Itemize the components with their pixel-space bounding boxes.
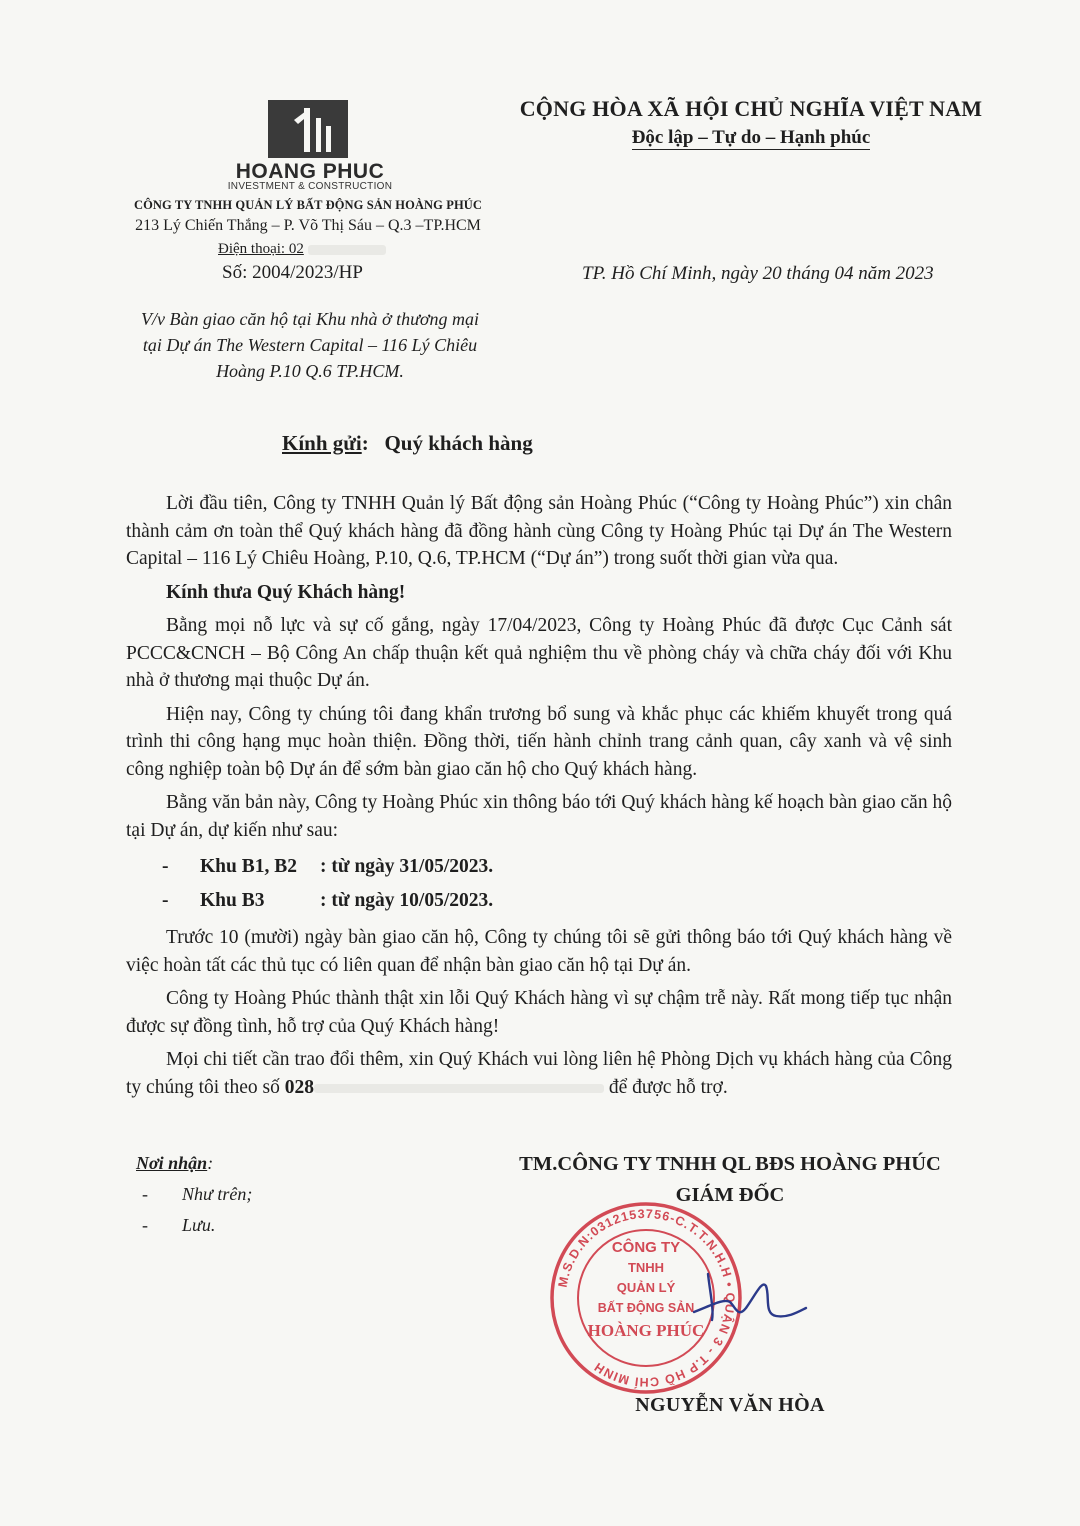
stamp-line: CÔNG TY — [611, 1239, 681, 1256]
contact-number: 028 — [284, 1076, 314, 1098]
company-logo-icon — [268, 100, 348, 158]
subject-line: V/v Bàn giao căn hộ tại Khu nhà ở thương mại — [140, 309, 479, 329]
schedule-row — [126, 884, 952, 918]
handover-schedule — [126, 850, 952, 918]
signature-title: GIÁM ĐỐC — [675, 1184, 785, 1206]
stamp-line: HOÀNG PHÚC — [587, 1321, 705, 1340]
phone-label: Điện thoại: 02 — [218, 241, 304, 257]
letter-body — [126, 490, 952, 1107]
paragraph-intro: Lời đầu tiên, Công ty TNHH Quản lý Bất động sản Hoàng Phúc (“Công ty Hoàng Phúc”) xin chân thành cảm ơn toàn thể Quý khách hàng đã đồng hành cùng Công ty Hoàng Phúc tại Dự án The Western Capital – 116 Lý Chiêu Hoàng, P.10, Q.6, TP.HCM (“Dự án”) trong suốt thời gian vừa qua. — [126, 493, 952, 569]
salutation: Kính gửi: Quý khách hàng — [282, 431, 533, 455]
document-number: Số: 2004/2023/HP — [222, 262, 363, 283]
schedule-row — [126, 850, 952, 884]
redacted-phone — [308, 245, 386, 255]
recipient-dash: - — [142, 1184, 148, 1204]
paragraph-progress: Hiện nay, Công ty chúng tôi đang khẩn trương bổ sung và khắc phục các khiếm khuyết trong quá trình thi công hạng mục hoàn thiện. Đồng thời, tiến hành chỉnh trang cảnh quan, cây xanh và vệ sinh công nghiệp toàn bộ Dự án để sớm bàn giao căn hộ cho Quý khách hàng. — [126, 703, 952, 780]
recipient-text: Như trên; — [182, 1184, 253, 1204]
greeting: Kính thưa Quý Khách hàng! — [166, 581, 406, 603]
recipient-dash: - — [142, 1215, 148, 1235]
logo-subtitle: INVESTMENT & CONSTRUCTION — [227, 181, 393, 192]
national-motto — [510, 127, 992, 149]
recipient-item — [136, 1184, 252, 1205]
national-title: CỘNG HÒA XÃ HỘI CHỦ NGHĨA VIỆT NAM — [519, 96, 983, 121]
logo-name: HOANG PHUC — [235, 160, 385, 183]
subject — [112, 306, 508, 384]
handwritten-signature-icon — [680, 1262, 810, 1332]
subject-line: Hoàng P.10 Q.6 TP.HCM. — [216, 361, 404, 381]
recipient-item — [136, 1215, 252, 1236]
signature-company: TM.CÔNG TY TNHH QL BĐS HOÀNG PHÚC — [519, 1153, 941, 1175]
recipients-title: Nơi nhận — [136, 1153, 208, 1173]
company-name: CÔNG TY TNHH QUẢN LÝ BẤT ĐỘNG SẢN HOÀNG PHÚC — [133, 198, 483, 212]
schedule-dash: - — [162, 856, 169, 878]
signer-name: NGUYỄN VĂN HÒA — [635, 1394, 825, 1416]
salutation-label: Kính gửi — [282, 431, 362, 455]
stamp-line: BẤT ĐỘNG SẢN — [597, 1301, 695, 1315]
subject-line: tại Dự án The Western Capital – 116 Lý Chiêu — [142, 335, 478, 355]
contact-end: để được hỗ trợ. — [608, 1076, 728, 1098]
recipients-block: Nơi nhận: - Như trên; - Lưu. — [136, 1153, 253, 1235]
schedule-date: : từ ngày 10/05/2023. — [320, 890, 494, 912]
paragraph-contact — [126, 1046, 952, 1101]
recipient-text: Lưu. — [182, 1215, 216, 1235]
motto-text: Độc lập – Tự do – Hạnh phúc — [631, 127, 871, 148]
stamp-line: TNHH — [627, 1260, 665, 1275]
schedule-area: Khu B1, B2 — [200, 856, 297, 878]
schedule-dash: - — [162, 890, 169, 912]
stamp-ring-text: M.S.D.N:0312153756-C.T.T.N.H.H • QUẬN 3 - T.P HỒ CHÍ MINH — [555, 1206, 738, 1390]
paragraph-plan: Bằng văn bản này, Công ty Hoàng Phúc xin thông báo tới Quý khách hàng kế hoạch bàn giao căn hộ tại Dự án, dự kiến như sau: — [126, 792, 952, 841]
paragraph-notice: Trước 10 (mười) ngày bàn giao căn hộ, Công ty chúng tôi sẽ gửi thông báo tới Quý khách hàng về việc hoàn tất các thủ tục có liên quan để nhận bàn giao căn hộ tại Dự án. — [126, 927, 952, 976]
company-address: 213 Lý Chiến Thắng – P. Võ Thị Sáu – Q.3 –TP.HCM — [135, 217, 481, 234]
schedule-date: : từ ngày 31/05/2023. — [320, 856, 494, 878]
redacted-phone — [314, 1084, 604, 1093]
paragraph-approval: Bằng mọi nỗ lực và sự cố gắng, ngày 17/04/2023, Công ty Hoàng Phúc đã được Cục Cảnh sát PCCC&CNCH – Bộ Công An chấp thuận kết quả nghiệm thu về phòng cháy và chữa cháy đối với Khu nhà ở thương mại thuộc Dự án. — [126, 615, 952, 691]
company-phone — [218, 241, 386, 258]
salutation-recipient: Quý khách hàng — [384, 431, 533, 455]
contact-text: Mọi chi tiết cần trao đổi thêm, xin Quý Khách vui lòng liên hệ Phòng Dịch vụ khách hàng của Công ty chúng tôi theo số — [126, 1049, 952, 1098]
document-date: TP. Hồ Chí Minh, ngày 20 tháng 04 năm 2023 — [582, 263, 934, 284]
schedule-area: Khu B3 — [200, 890, 265, 912]
paragraph-apology: Công ty Hoàng Phúc thành thật xin lỗi Quý Khách hàng vì sự chậm trễ này. Rất mong tiếp tục nhận được sự đồng tình, hỗ trợ của Quý Khách hàng! — [126, 988, 952, 1037]
stamp-line: QUẢN LÝ — [616, 1280, 676, 1295]
